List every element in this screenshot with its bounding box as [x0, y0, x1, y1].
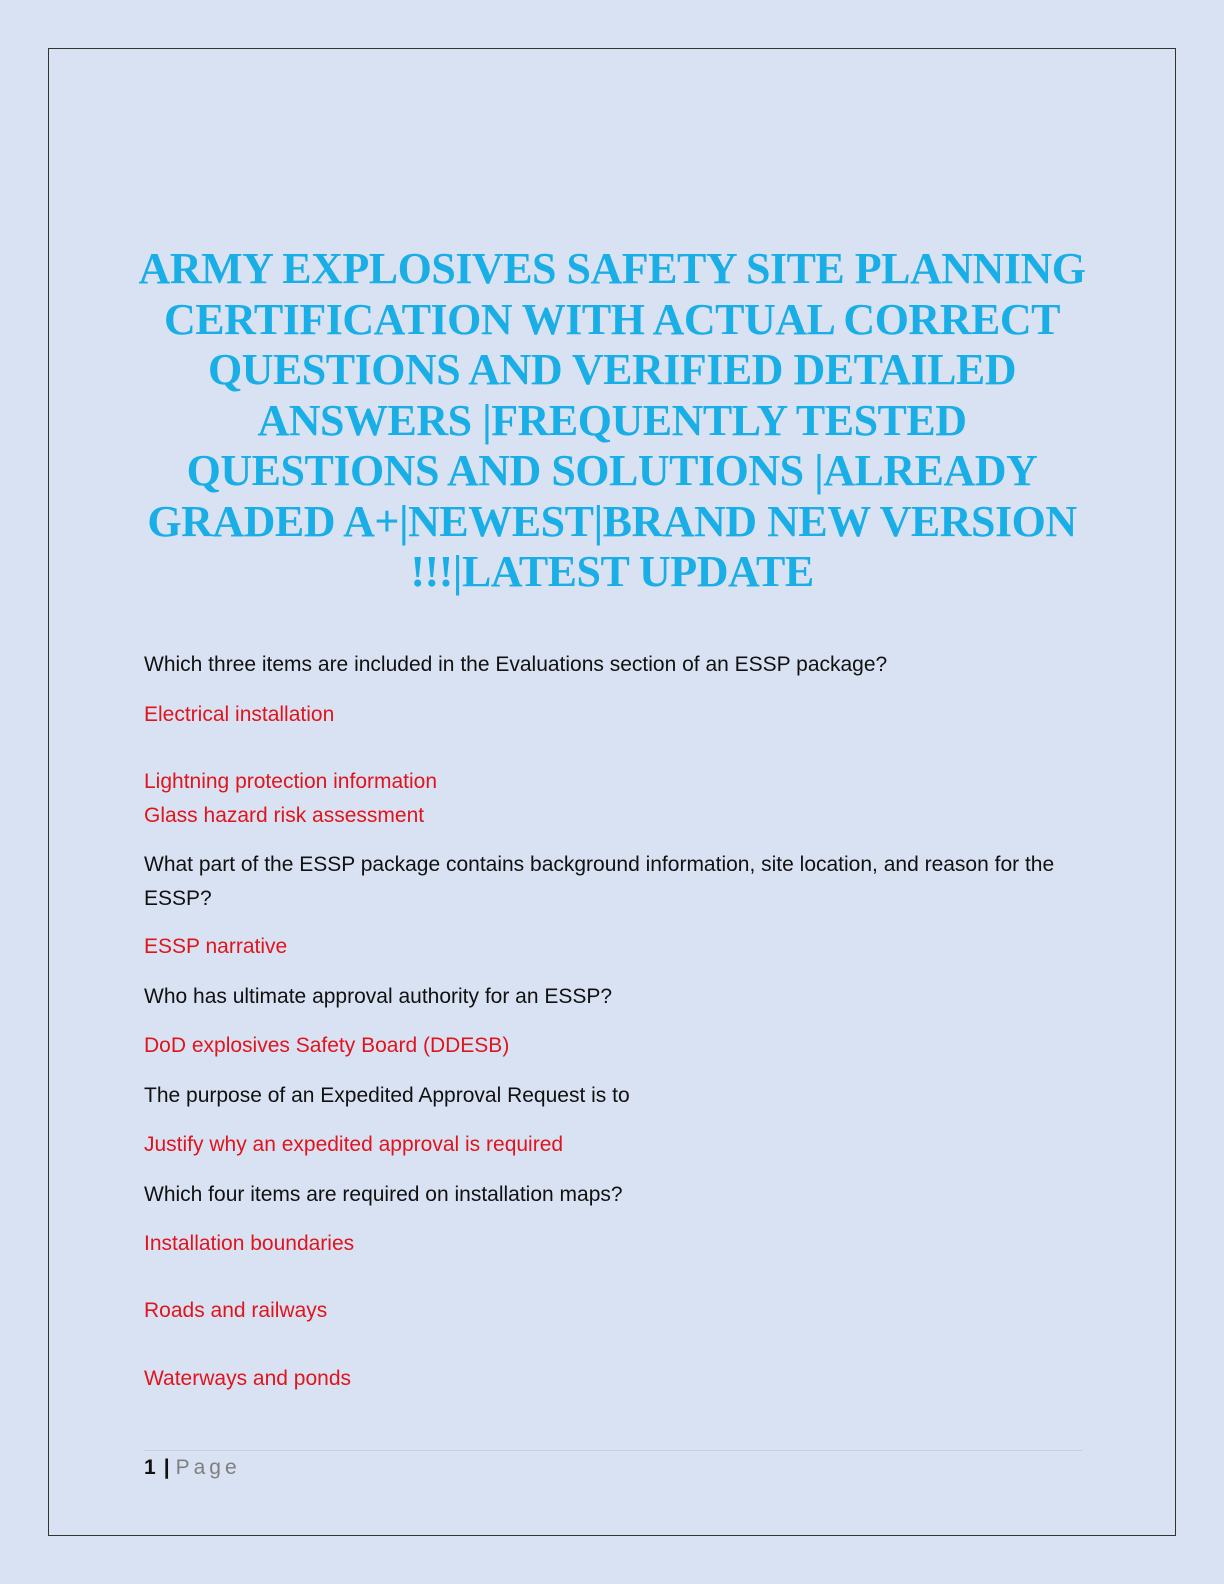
question-4: The purpose of an Expedited Approval Request is to	[144, 1084, 630, 1107]
question-5: Which four items are required on installation maps?	[144, 1183, 623, 1206]
answer-2: ESSP narrative	[144, 935, 288, 958]
document-title: ARMY EXPLOSIVES SAFETY SITE PLANNING CERTIFICATION WITH ACTUAL CORRECT QUESTIONS AND VERIFIED DETAILED ANSWERS |FREQUENTLY TESTED QUESTIONS AND SOLUTIONS |ALREADY GRADED A+|NEWEST|BRAND NEW VERSION !!!|LATEST UPDATE	[138, 244, 1086, 596]
footer-separator: |	[163, 1456, 170, 1479]
answer-4: Justify why an expedited approval is required	[144, 1133, 564, 1156]
answer-5-item-2: Roads and railways	[144, 1299, 328, 1322]
page-label: Page	[175, 1456, 241, 1479]
page-footer	[144, 1453, 241, 1483]
answer-3: DoD explosives Safety Board (DDESB)	[144, 1034, 510, 1057]
answer-5-item-3: Waterways and ponds	[144, 1367, 351, 1390]
answer-5-item-1: Installation boundaries	[144, 1232, 355, 1255]
answer-1-item-1: Electrical installation	[144, 703, 335, 726]
answer-1-item-3: Glass hazard risk assessment	[144, 804, 425, 827]
question-1: Which three items are included in the Evaluations section of an ESSP package?	[144, 653, 888, 676]
question-3: Who has ultimate approval authority for an ESSP?	[144, 985, 613, 1008]
question-2: What part of the ESSP package contains background information, site location, and reason for the ESSP?	[144, 853, 1055, 910]
footer-divider	[144, 1450, 1082, 1451]
answer-1-item-2: Lightning protection information	[144, 770, 438, 793]
page-number: 1	[144, 1456, 156, 1479]
